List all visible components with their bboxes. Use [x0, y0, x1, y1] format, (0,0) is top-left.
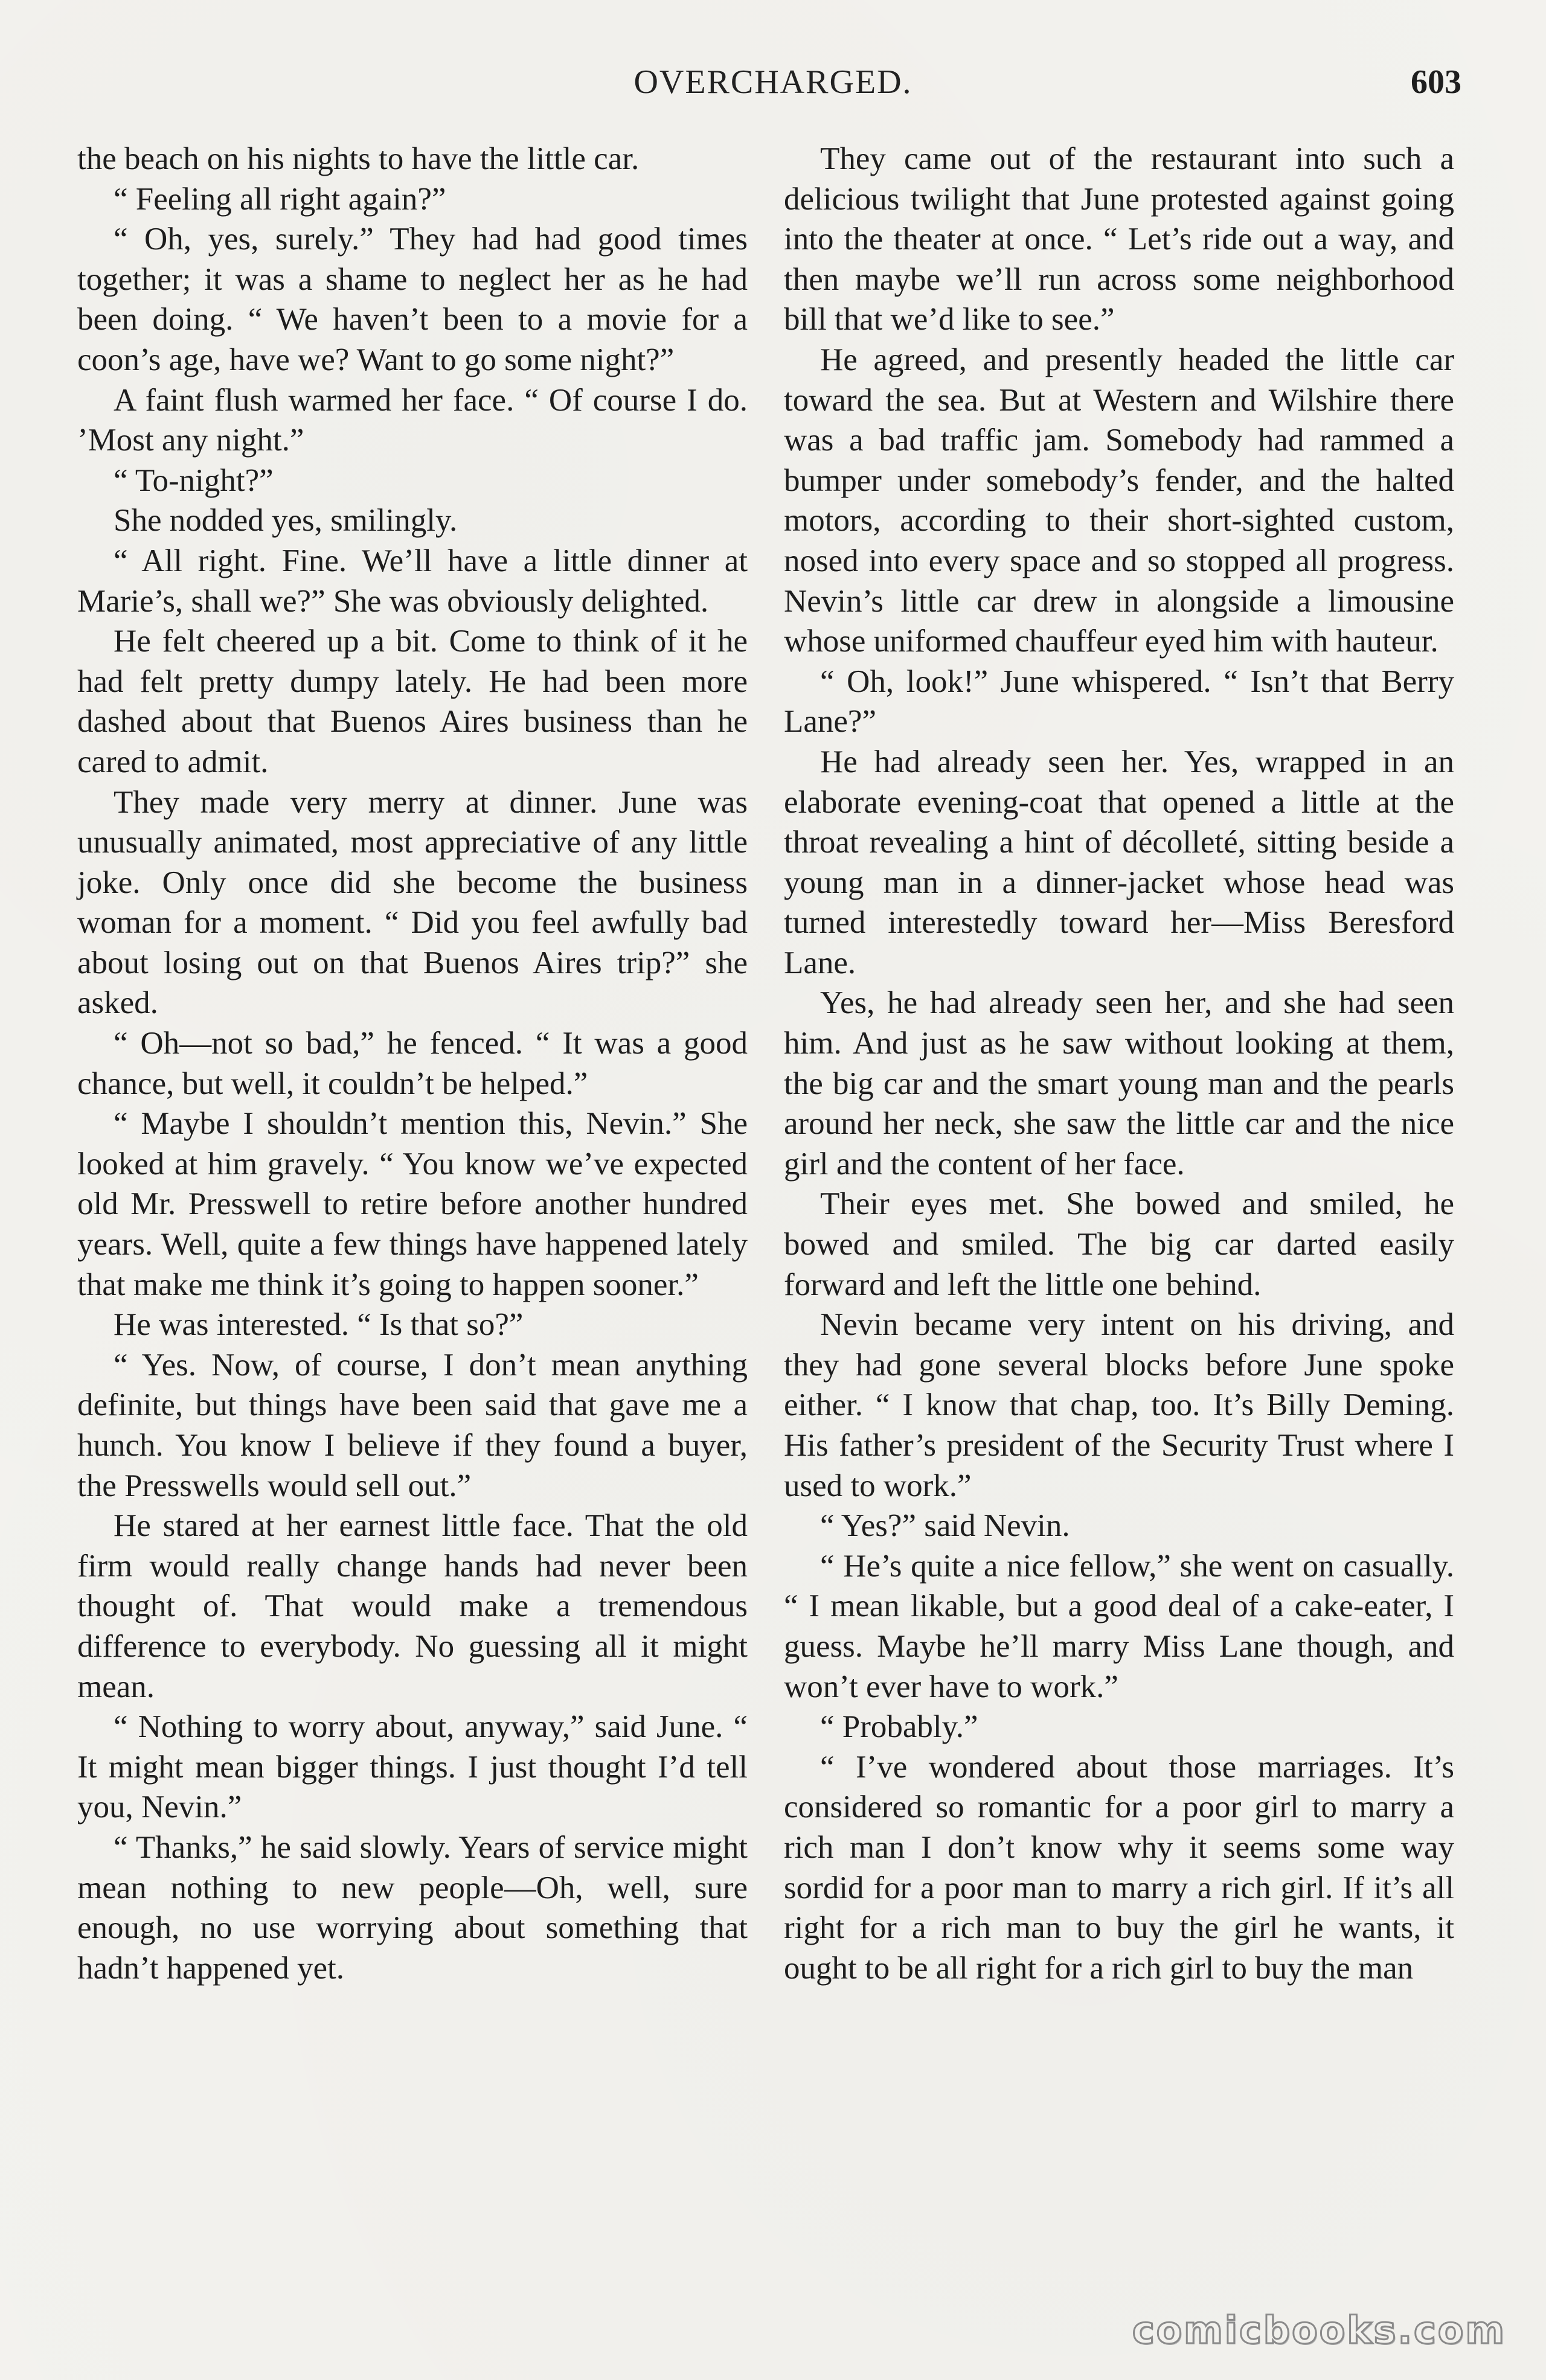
page-number: 603 [1411, 63, 1461, 101]
paragraph: Nevin became very intent on his driving, and they had gone several blocks before June spoke either. “ I know that chap, too. It’s Billy Deming. His father’s president of the Security Trust where I used to work.” [784, 1307, 1454, 1503]
paragraph: He was interested. “ Is that so?” [114, 1307, 524, 1343]
paragraph: He had already seen her. Yes, wrapped in an elaborate evening-coat that opened a little at the throat revealing a hint of décolleté, sitting beside a young man in a dinner-jacket whose head was turned interestedly toward her—Miss Beresford Lane. [784, 744, 1454, 980]
paragraph: “ Thanks,” he said slowly. Years of service might mean nothing to new people—Oh, well, sure enough, no use worrying about something that hadn’t happened yet. [77, 1829, 748, 1986]
paragraph: “ Maybe I shouldn’t mention this, Nevin.” She looked at him gravely. “ You know we’ve expected old Mr. Presswell to retire before another hundred years. Well, quite a few things have happened lately that make me think it’s going to happen sooner.” [77, 1106, 748, 1302]
running-header-title: OVERCHARGED. [633, 63, 913, 101]
paragraph: “ Oh, look!” June whispered. “ Isn’t that Berry Lane?” [784, 664, 1454, 740]
paragraph: “ Feeling all right again?” [114, 181, 446, 217]
paragraph: “ To-night?” [114, 462, 274, 498]
paragraph: A faint flush warmed her face. “ Of course I do. ’Most any night.” [77, 382, 748, 458]
paragraph: They came out of the restaurant into such a delicious twilight that June protested against going into the theater at once. “ Let’s ride out a way, and then maybe we’ll run across some neighborhood bill that we’d like to see.” [784, 141, 1454, 337]
paragraph: “ I’ve wondered about those marriages. It’s considered so romantic for a poor girl to marry a rich man I don’t know why it seems some way sordid for a poor man to marry a rich girl. If it’s all right for a rich man to buy the girl he wants, it ought to be all right for a rich girl to buy the man [784, 1749, 1454, 1986]
paragraph: Yes, he had already seen her, and she had seen him. And just as he saw without looking at them, the big car and the smart young man and the pearls around her neck, she saw the little car and the nice girl and the content of her face. [784, 985, 1454, 1182]
left-text-column [77, 139, 748, 1988]
paragraph: Their eyes met. She bowed and smiled, he bowed and smiled. The big car darted easily forward and left the little one behind. [784, 1186, 1454, 1302]
paragraph: “ Oh, yes, surely.” They had had good times together; it was a shame to neglect her as he had been doing. “ We haven’t been to a movie for a coon’s age, have we? Want to go some night?” [77, 222, 748, 377]
paragraph: “ All right. Fine. We’ll have a little dinner at Marie’s, shall we?” She was obviously delighted. [77, 543, 748, 619]
paragraph: the beach on his nights to have the little car. [77, 141, 640, 176]
watermark-logo: comicbooks.com [1132, 2308, 1506, 2352]
paragraph: She nodded yes, smilingly. [114, 503, 458, 539]
paragraph: “ Oh—not so bad,” he fenced. “ It was a good chance, but well, it couldn’t be helped.” [77, 1026, 748, 1101]
paragraph: He agreed, and presently headed the little car toward the sea. But at Western and Wilshire there was a bad traffic jam. Somebody had rammed a bumper under somebody’s fender, and the halted motors, according to their short-sighted custom, nosed into every space and so stopped all progress. Nevin’s little car drew in alongside a limousine whose uniformed chauffeur eyed him with hauteur. [784, 342, 1454, 659]
paragraph: “ Nothing to worry about, anyway,” said June. “ It might mean bigger things. I just thought I’d tell you, Nevin.” [77, 1709, 748, 1825]
paragraph: “ Probably.” [820, 1709, 978, 1745]
right-text-column [784, 139, 1454, 1988]
paragraph: “ Yes?” said Nevin. [820, 1508, 1070, 1544]
paragraph: They made very merry at dinner. June was unusually animated, most appreciative of any little joke. Only once did she become the business woman for a moment. “ Did you feel awfully bad about losing out on that Buenos Aires trip?” she asked. [77, 784, 748, 1021]
paragraph: “ Yes. Now, of course, I don’t mean anything definite, but things have been said that gave me a hunch. You know I believe if they found a buyer, the Presswells would sell out.” [77, 1347, 748, 1503]
paragraph: “ He’s quite a nice fellow,” she went on casually. “ I mean likable, but a good deal of a cake-eater, I guess. Maybe he’ll marry Miss Lane though, and won’t ever have to work.” [784, 1548, 1454, 1704]
paragraph: He stared at her earnest little face. That the old firm would really change hands had never been thought of. That would make a tremendous difference to everybody. No guessing all it might mean. [77, 1508, 748, 1704]
paragraph: He felt cheered up a bit. Come to think of it he had felt pretty dumpy lately. He had been more dashed about that Buenos Aires business than he cared to admit. [77, 624, 748, 779]
